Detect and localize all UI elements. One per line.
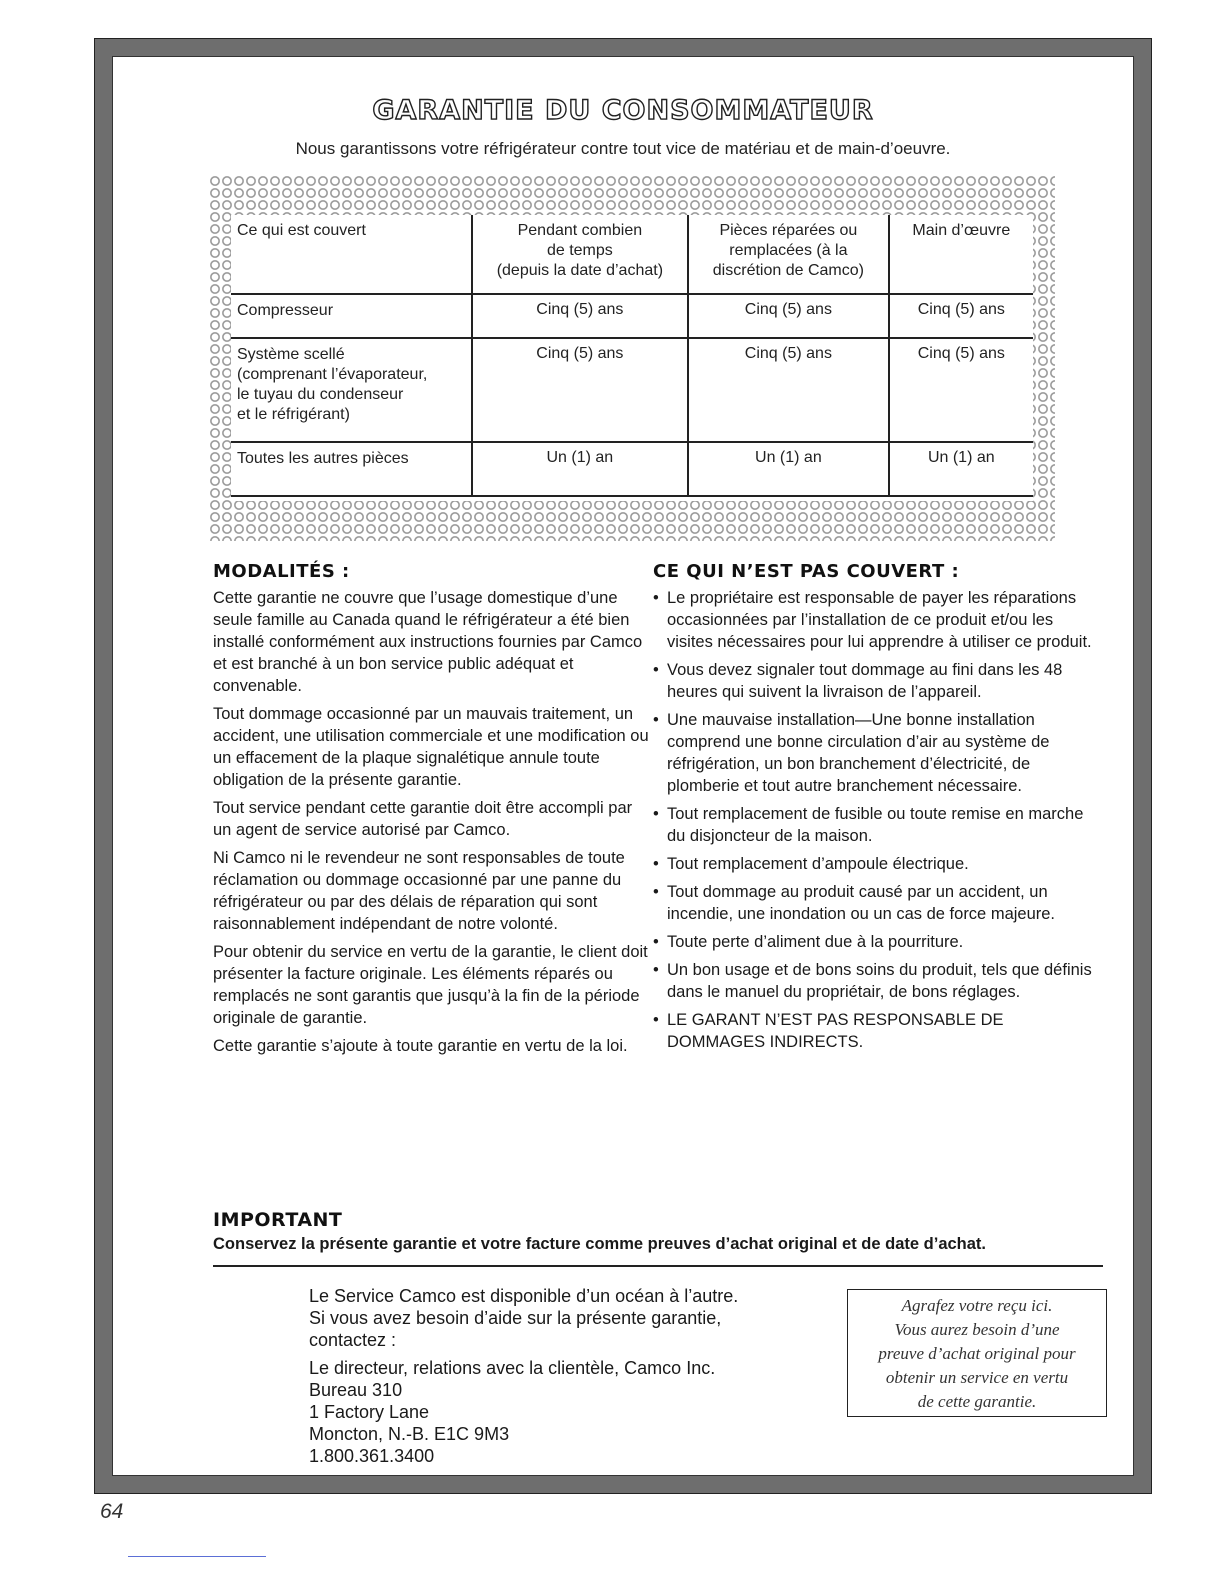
contact-address: Le directeur, relations avec la clientèle, Camco Inc. Bureau 310 1 Factory Lane Moncton, N.-B. E1C 9M3 1.800.361.3400 <box>309 1358 716 1466</box>
row-labor: Cinq (5) ans <box>889 294 1033 338</box>
coverage-table <box>231 215 1033 497</box>
header-parts: Pièces réparées ou remplacées (à la discrétion de Camco) <box>688 215 889 294</box>
row-duration: Cinq (5) ans <box>472 338 689 442</box>
important-text: Conservez la présente garantie et votre facture comme preuves d’achat original et de date d’achat. <box>213 1235 987 1253</box>
not-covered-section <box>653 561 1093 1059</box>
modalites-paragraph: Cette garantie s’ajoute à toute garantie en vertu de la loi. <box>213 1037 628 1055</box>
page-subtitle: Nous garantissons votre réfrigérateur contre tout vice de matériau et de main-d’oeuvre. <box>295 139 951 158</box>
contact-intro: Le Service Camco est disponible d’un océan à l’autre. Si vous avez besoin d’aide sur la présente garantie, contactez : <box>309 1286 739 1350</box>
coverage-table-area <box>231 215 1033 501</box>
table-row <box>231 338 1033 442</box>
list-item: • Une mauvaise installation—Une bonne installation comprend une bonne circulation d’air au système de réfrigération, un bon branchement d’électricité, de plomberie et tout autre branchement nécessaire. <box>653 709 1093 797</box>
modalites-section <box>213 561 653 1063</box>
important-heading: IMPORTANT <box>213 1209 343 1231</box>
not-covered-list <box>653 587 1093 1053</box>
modalites-paragraph: Tout dommage occasionné par un mauvais traitement, un accident, une utilisation commerciale et une modification ou un effacement de la plaque signalétique annule toute obligation de la présente garantie. <box>213 705 649 789</box>
table-row <box>231 442 1033 496</box>
link-underline[interactable] <box>128 1556 266 1557</box>
row-duration: Cinq (5) ans <box>472 294 689 338</box>
contact-block <box>309 1285 829 1473</box>
page-title: GARANTIE DU CONSOMMATEUR <box>372 95 874 126</box>
list-item: • Vous devez signaler tout dommage au fini dans les 48 heures qui suivent la livraison de l’appareil. <box>653 659 1093 703</box>
header-duration: Pendant combien de temps (depuis la date d’achat) <box>472 215 689 294</box>
not-covered-heading: CE QUI N’EST PAS COUVERT : <box>653 561 960 582</box>
modalites-paragraph: Ni Camco ni le revendeur ne sont responsables de toute réclamation ou dommage occasionné par une panne du réfrigérateur ou par des délais de réparation qui sont raisonnablement indépendant de notre volonté. <box>213 849 625 933</box>
coverage-table-frame <box>209 175 1055 541</box>
row-labor: Un (1) an <box>889 442 1033 496</box>
row-item: Toutes les autres pièces <box>231 442 472 496</box>
list-item: • LE GARANT N’EST PAS RESPONSABLE DE DOMMAGES INDIRECTS. <box>653 1009 1093 1053</box>
list-item: • Toute perte d’aliment due à la pourriture. <box>653 931 1093 953</box>
list-item: • Le propriétaire est responsable de payer les réparations occasionnées par l’installation de ce produit et/ou les visites nécessaires pour lui apprendre à utiliser ce produit. <box>653 587 1093 653</box>
warranty-panel <box>112 56 1134 1476</box>
divider <box>213 1265 1103 1267</box>
header-covered: Ce qui est couvert <box>231 215 472 294</box>
page-number: 64 <box>100 1500 124 1523</box>
row-labor: Cinq (5) ans <box>889 338 1033 442</box>
modalites-heading: MODALITÉS : <box>213 561 350 582</box>
modalites-paragraph: Tout service pendant cette garantie doit être accompli par un agent de service autorisé par Camco. <box>213 799 633 839</box>
phone-number: 1.800.361.3400 <box>309 1446 435 1466</box>
list-item: • Tout remplacement de fusible ou toute remise en marche du disjoncteur de la maison. <box>653 803 1093 847</box>
row-parts: Un (1) an <box>688 442 889 496</box>
row-duration: Un (1) an <box>472 442 689 496</box>
row-item: Système scellé (comprenant l’évaporateur, le tuyau du condenseur et le réfrigérant) <box>231 338 472 442</box>
list-item: • Tout dommage au produit causé par un accident, un incendie, une inondation ou un cas de force majeure. <box>653 881 1093 925</box>
row-parts: Cinq (5) ans <box>688 294 889 338</box>
header-labor: Main d’œuvre <box>889 215 1033 294</box>
row-item: Compresseur <box>231 294 472 338</box>
important-section <box>213 1209 1093 1254</box>
decorative-border <box>94 38 1152 1494</box>
list-item: • Un bon usage et de bons soins du produit, tels que définis dans le manuel du propriétair, de bons réglages. <box>653 959 1093 1003</box>
table-header-row <box>231 215 1033 294</box>
modalites-paragraph: Cette garantie ne couvre que l’usage domestique d’une seule famille au Canada quand le réfrigérateur a été bien installé conformément aux instructions fournies par Camco et est branché à un bon service public adéquat et convenable. <box>213 589 643 695</box>
list-item: • Tout remplacement d’ampoule électrique. <box>653 853 1093 875</box>
row-parts: Cinq (5) ans <box>688 338 889 442</box>
staple-receipt-box: Agrafez votre reçu ici. Vous aurez besoin d’une preuve d’achat original pour obtenir un service en vertu de cette garantie. <box>847 1289 1107 1417</box>
table-row <box>231 294 1033 338</box>
modalites-paragraph: Pour obtenir du service en vertu de la garantie, le client doit présenter la facture originale. Les éléments réparés ou remplacés ne sont garantis que jusqu’à la fin de la période originale de garantie. <box>213 943 648 1027</box>
